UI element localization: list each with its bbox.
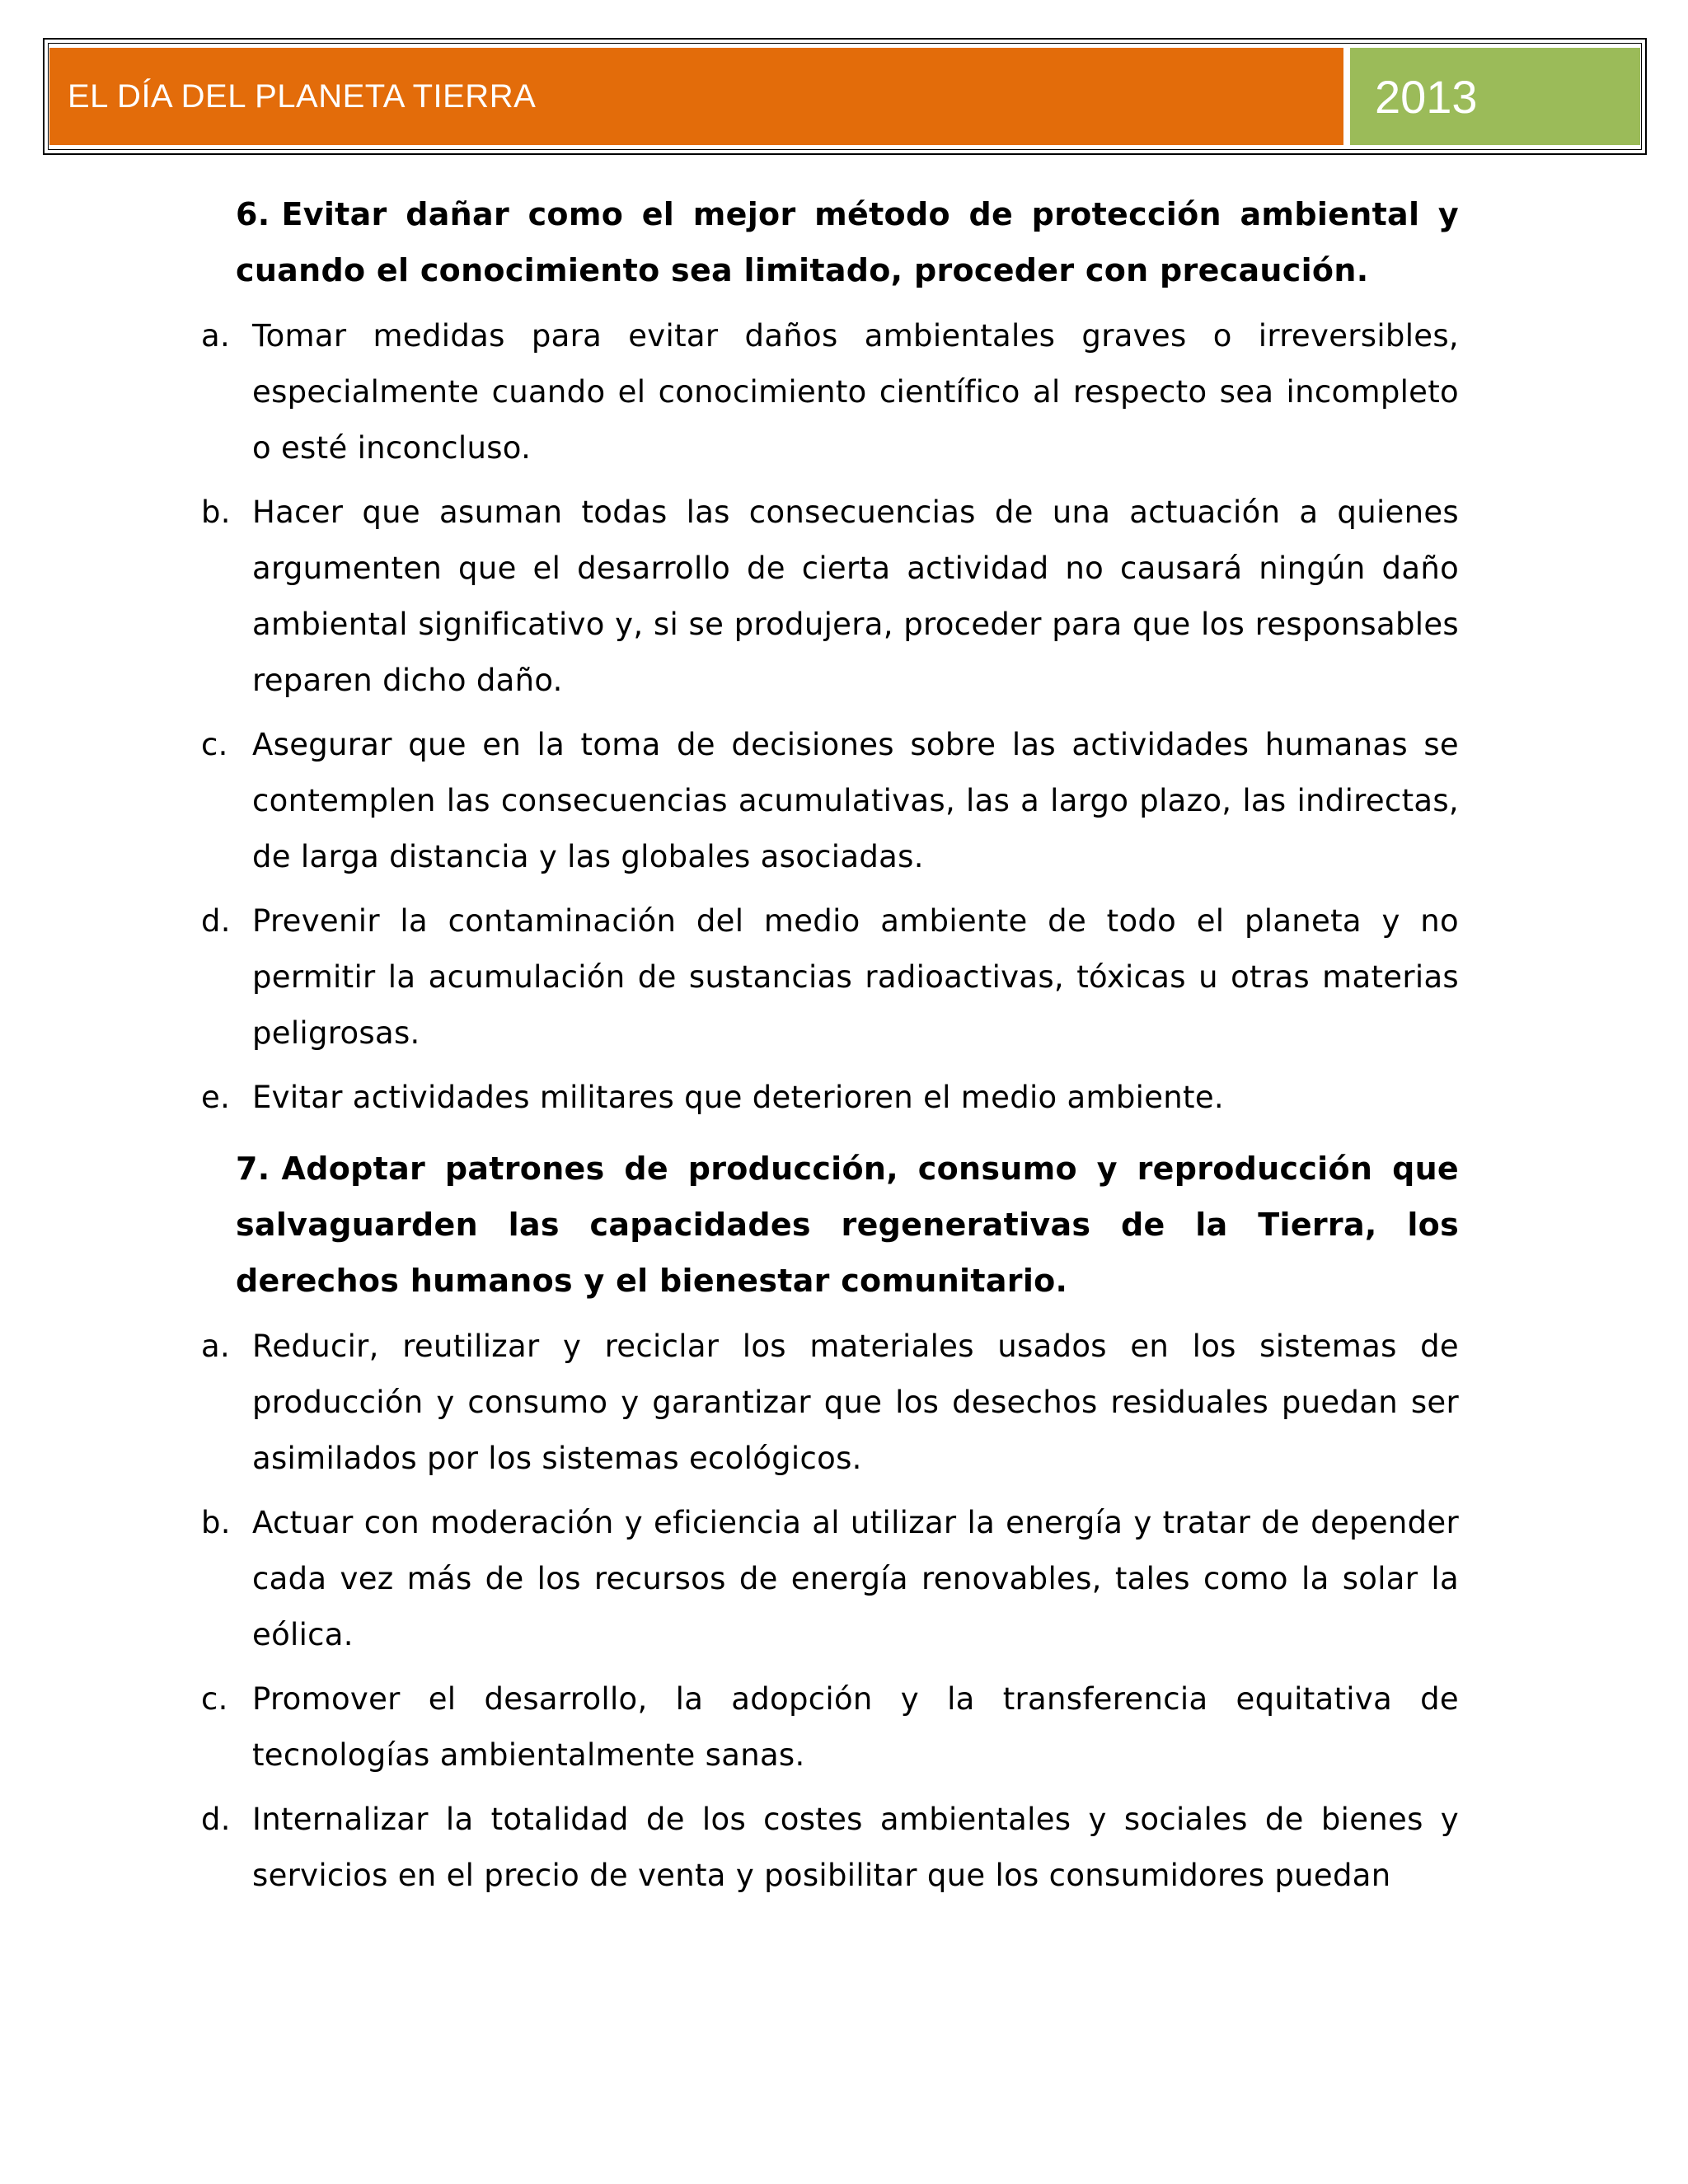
section-heading-7: [236, 1141, 1459, 1309]
list-item-text: Asegurar que en la toma de decisiones sobre las actividades humanas se contemplen las consecuencias acumulativas, las a largo plazo, las indirectas, de larga distancia y las globales asociadas.: [252, 727, 1459, 874]
section-number: 7.: [236, 1151, 270, 1187]
list-item-text: Promover el desarrollo, la adopción y la transferencia equitativa de tecnologías ambientalmente sanas.: [252, 1681, 1459, 1773]
list-item: [0, 717, 1459, 885]
list-item: [0, 1319, 1459, 1487]
list-item-text: Evitar actividades militares que deterioren el medio ambiente.: [252, 1080, 1224, 1115]
section-heading-text: Evitar dañar como el mejor método de protección ambiental y cuando el conocimiento sea limitado, proceder con precaución.: [236, 196, 1459, 288]
list-item-text: Hacer que asuman todas las consecuencias de una actuación a quienes argumenten que el desarrollo de cierta actividad no causará ningún daño ambiental significativo y, si se produjera, proceder para que los responsables reparen dicho daño.: [252, 494, 1459, 698]
list-marker: c.: [201, 727, 228, 762]
list-item: [0, 485, 1459, 709]
list-marker: b.: [201, 494, 231, 530]
list-marker: a.: [201, 318, 231, 354]
list-item-text: Reducir, reutilizar y reciclar los materiales usados en los sistemas de producción y consumo y garantizar que los desechos residuales puedan ser asimilados por los sistemas ecológicos.: [252, 1329, 1459, 1476]
document-body: [0, 186, 1688, 1912]
list-item: [0, 1070, 1459, 1126]
list-marker: d.: [201, 903, 231, 939]
list-item: [0, 1792, 1459, 1904]
list-item: [0, 308, 1459, 476]
header-title: EL DÍA DEL PLANETA TIERRA: [49, 48, 1343, 145]
list-item: [0, 1671, 1459, 1783]
section-number: 6.: [236, 196, 270, 232]
list-marker: e.: [201, 1080, 231, 1115]
section-gap: [0, 1134, 1688, 1141]
list-item: [0, 1495, 1459, 1663]
list-marker: d.: [201, 1802, 231, 1837]
section-heading-text: Adoptar patrones de producción, consumo y reproducción que salvaguarden las capacidades regenerativas de la Tierra, los derechos humanos y el bienestar comunitario.: [236, 1151, 1459, 1299]
section-heading-6: [236, 186, 1459, 298]
list-marker: c.: [201, 1681, 228, 1717]
list-marker: a.: [201, 1329, 231, 1364]
list-item-text: Prevenir la contaminación del medio ambiente de todo el planeta y no permitir la acumulación de sustancias radioactivas, tóxicas u otras materias peligrosas.: [252, 903, 1459, 1051]
list-item-text: Internalizar la totalidad de los costes ambientales y sociales de bienes y servicios en el precio de venta y posibilitar que los consumidores puedan: [252, 1802, 1459, 1893]
list-item-text: Actuar con moderación y eficiencia al utilizar la energía y tratar de depender cada vez más de los recursos de energía renovables, tales como la solar la eólica.: [252, 1505, 1459, 1652]
header-year: 2013: [1350, 48, 1640, 145]
list-item: [0, 893, 1459, 1062]
list-marker: b.: [201, 1505, 231, 1540]
list-item-text: Tomar medidas para evitar daños ambientales graves o irreversibles, especialmente cuando el conocimiento científico al respecto sea incompleto o esté inconcluso.: [252, 318, 1459, 466]
